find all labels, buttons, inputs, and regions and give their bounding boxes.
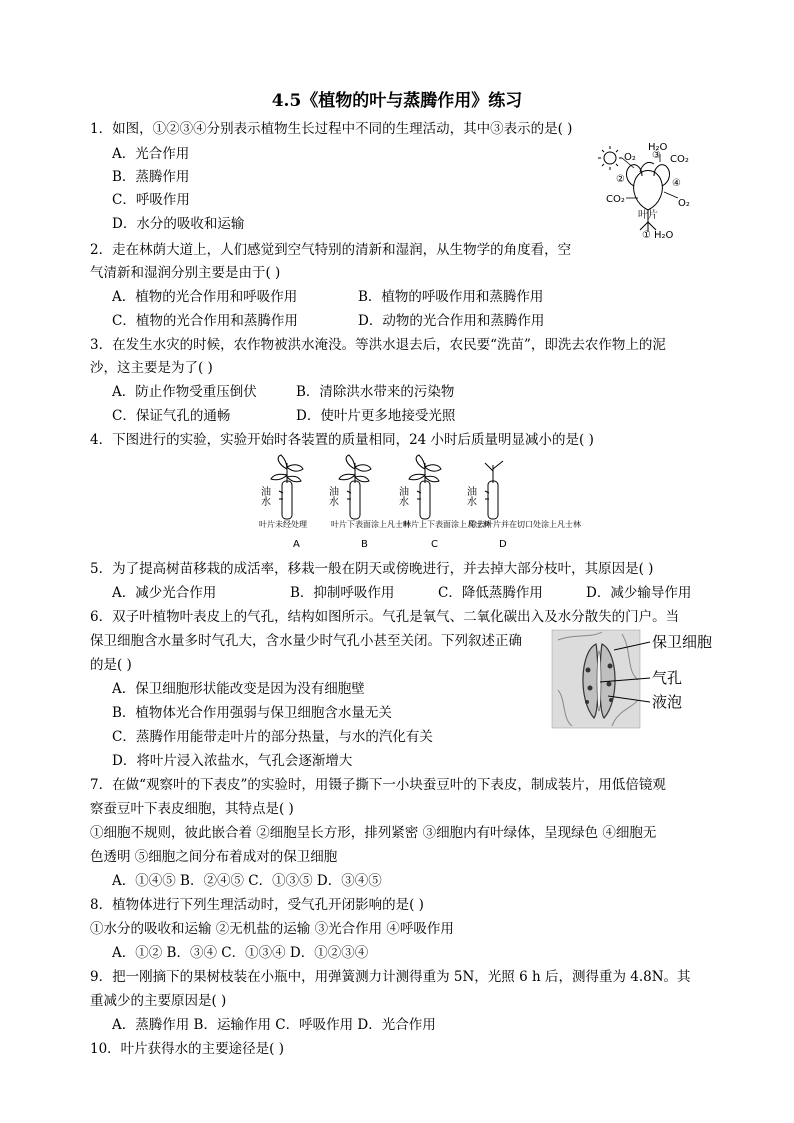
experiment-setup-diagram	[255, 455, 581, 553]
fig-label-1: ①	[642, 230, 651, 241]
q1-option-c: C．呼吸作用	[112, 192, 190, 208]
question-3-stem-line1: 3．在发生水灾的时候，农作物被洪水淹没。等洪水退去后，农民要“洗苗”，即洗去农作物上的泥	[90, 337, 666, 353]
caption-b: 叶片下表面涂上凡士林	[331, 520, 411, 529]
question-2-stem-line1: 2．走在林荫大道上，人们感觉到空气特别的清新和湿润，从生物学的角度看，空	[90, 242, 572, 258]
question-9-stem-line2: 重减少的主要原因是( )	[90, 993, 227, 1009]
question-7-stem-line1: 7．在做“观察叶的下表皮”的实验时，用镊子撕下一小块蚕豆叶的下表皮，制成装片，用低倍镜观	[90, 777, 666, 793]
tube-a-oil-label: 油	[261, 487, 271, 498]
question-6-stem-line1: 6．双子叶植物叶表皮上的气孔，结构如图所示。气孔是氧气、二氧化碳出入及水分散失的门户。当	[90, 609, 680, 625]
question-6-stem-line3: 的是( )	[90, 657, 132, 673]
fig-label-h2o-bottom: H₂O	[654, 230, 674, 241]
q5-option-d: D．减少输导作用	[586, 585, 692, 601]
tube-c	[409, 455, 441, 519]
tube-a	[271, 455, 303, 519]
question-2-stem-line2: 气清新和湿润分别主要是由于( )	[90, 265, 281, 281]
tube-b-oil-label: 油	[329, 487, 339, 498]
tube-c-water-label: 水	[399, 497, 409, 508]
question-7-items-line2: 色透明 ⑤细胞之间分布着成对的保卫细胞	[90, 849, 338, 865]
q1-option-a: A．光合作用	[112, 146, 190, 162]
tube-d-oil-label: 油	[467, 487, 477, 498]
label-stoma: 气孔	[652, 669, 683, 687]
q9-options: A．蒸腾作用 B．运输作用 C．呼吸作用 D．光合作用	[112, 1017, 436, 1033]
label-guard-cell: 保卫细胞	[652, 633, 713, 651]
fig-label-o2-top: O₂	[624, 152, 636, 163]
tube-d	[485, 461, 503, 519]
fig-label-co2-right: CO₂	[670, 154, 689, 165]
tube-a-water-label: 水	[261, 497, 271, 508]
caption-d: 除去叶片并在切口处涂上凡士林	[469, 520, 581, 529]
tube-b	[339, 455, 371, 519]
fig-label-3: ③	[652, 150, 661, 161]
q8-options: A．①② B．③④ C．①③④ D．①②③④	[112, 945, 369, 961]
question-10-stem: 10．叶片获得水的主要途径是( )	[90, 1041, 285, 1057]
fig-label-leaf: 叶片	[638, 210, 658, 221]
letter-c: C	[431, 539, 438, 550]
q3-option-c: C．保证气孔的通畅	[112, 408, 231, 424]
question-3-stem-line2: 沙，这主要是为了( )	[90, 360, 213, 376]
q6-option-b: B．植物体光合作用强弱与保卫细胞含水量无关	[112, 705, 392, 721]
q6-option-d: D．将叶片浸入浓盐水，气孔会逐渐增大	[112, 753, 353, 769]
question-4-stem: 4．下图进行的实验，实验开始时各装置的质量相同，24 小时后质量明显减小的是( )	[90, 432, 594, 448]
tube-d-water-label: 水	[467, 497, 477, 508]
page-title: 4.5《植物的叶与蒸腾作用》练习	[271, 91, 523, 111]
q3-option-a: A．防止作物受重压倒伏	[112, 384, 257, 400]
q2-option-b: B．植物的呼吸作用和蒸腾作用	[358, 289, 544, 305]
q1-option-b: B．蒸腾作用	[112, 169, 190, 185]
letter-d: D	[499, 539, 507, 550]
question-7-items-line1: ①细胞不规则，彼此嵌合着 ②细胞呈长方形，排列紧密 ③细胞内有叶绿体，呈现绿色 ④细胞无	[90, 825, 657, 841]
q6-option-a: A．保卫细胞形状能改变是因为没有细胞壁	[112, 681, 365, 697]
q5-option-b: B．抑制呼吸作用	[290, 585, 395, 601]
q5-option-a: A．减少光合作用	[112, 585, 217, 601]
stoma-pore	[597, 651, 601, 711]
letter-a: A	[293, 539, 300, 550]
q3-option-d: D．使叶片更多地接受光照	[296, 408, 456, 424]
tube-c-oil-label: 油	[399, 487, 409, 498]
question-7-stem-line2: 察蚕豆叶下表皮细胞，其特点是( )	[90, 801, 294, 817]
tube-b-water-label: 水	[329, 497, 339, 508]
question-1-stem: 1．如图，①②③④分别表示植物生长过程中不同的生理活动，其中③表示的是( )	[90, 121, 573, 137]
fig-label-co2-left: CO₂	[606, 194, 625, 205]
fig-label-h2o-top: H₂O	[648, 142, 668, 153]
q3-option-b: B．清除洪水带来的污染物	[296, 384, 455, 400]
q7-options: A．①④⑤ B．②④⑤ C．①③⑤ D．③④⑤	[112, 873, 382, 889]
sun-icon	[598, 146, 622, 170]
question-8-stem: 8．植物体进行下列生理活动时，受气孔开闭影响的是( )	[90, 897, 424, 913]
fig-label-2: ②	[616, 174, 625, 185]
q2-option-d: D．动物的光合作用和蒸腾作用	[358, 313, 545, 329]
q6-option-c: C．蒸腾作用能带走叶片的部分热量，与水的汽化有关	[112, 729, 433, 745]
letter-b: B	[361, 539, 368, 550]
stomata-diagram	[552, 630, 722, 730]
plant-process-diagram	[598, 138, 698, 240]
q2-option-a: A．植物的光合作用和呼吸作用	[112, 289, 298, 305]
plant-leaves	[627, 162, 670, 232]
q5-option-c: C．降低蒸腾作用	[438, 585, 543, 601]
question-9-stem-line1: 9．把一刚摘下的果树枝装在小瓶中，用弹簧测力计测得重为 5N，光照 6 h 后，测得重为 4.8N。其	[90, 969, 691, 985]
question-6-stem-line2: 保卫细胞含水量多时气孔大，含水量少时气孔小甚至关闭。下列叙述正确	[90, 633, 522, 649]
label-vacuole: 液泡	[652, 693, 683, 711]
question-8-items: ①水分的吸收和运输 ②无机盐的运输 ③光合作用 ④呼吸作用	[90, 921, 454, 937]
fig-label-o2-right: O₂	[678, 198, 690, 209]
caption-c: 叶片上下表面涂上凡士林	[403, 520, 491, 529]
caption-a: 叶片未经处理	[259, 520, 307, 529]
q1-option-d: D．水分的吸收和运输	[112, 216, 245, 232]
fig-label-4: ④	[672, 178, 681, 189]
question-5-stem: 5．为了提高树苗移栽的成活率，移栽一般在阴天或傍晚进行，并去掉大部分枝叶，其原因是( )	[90, 561, 654, 577]
q2-option-c: C．植物的光合作用和蒸腾作用	[112, 313, 298, 329]
